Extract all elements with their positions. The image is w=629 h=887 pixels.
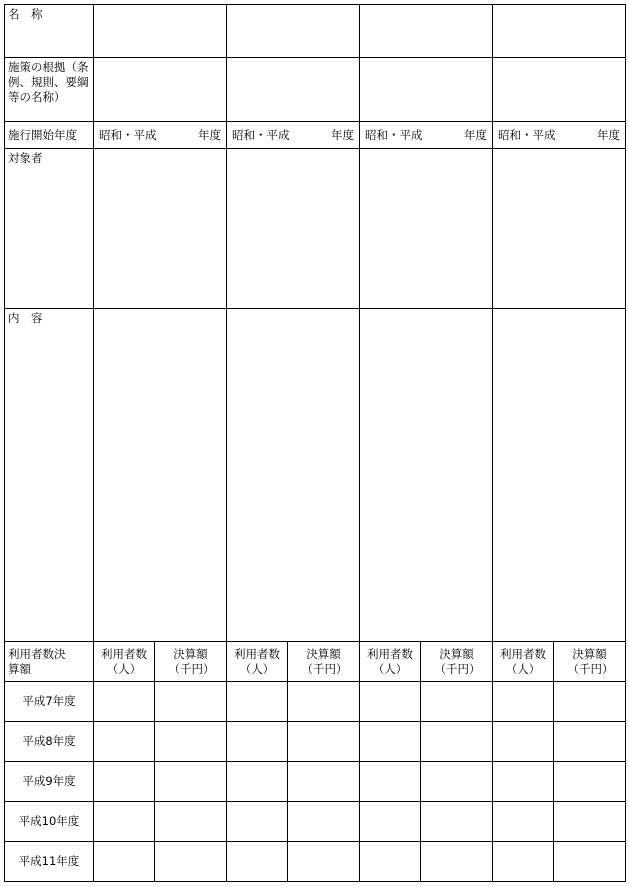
users-header-text: 利用者数（人） xyxy=(500,647,546,676)
amount-entry[interactable] xyxy=(288,722,360,762)
basis-entry-4[interactable] xyxy=(493,58,626,122)
content-row xyxy=(5,309,626,642)
amount-entry[interactable] xyxy=(155,802,227,842)
name-entry-4[interactable] xyxy=(493,5,626,58)
users-entry[interactable] xyxy=(493,682,554,722)
usage-header-row xyxy=(5,642,626,682)
amount-entry[interactable] xyxy=(155,842,227,882)
year-row xyxy=(5,842,626,882)
start-year-label: 施行開始年度 xyxy=(5,122,94,149)
basis-entry-2[interactable] xyxy=(227,58,360,122)
amount-entry[interactable] xyxy=(421,842,493,882)
year-label: 平成9年度 xyxy=(5,762,94,802)
users-header-text: 利用者数（人） xyxy=(234,647,280,676)
amount-entry[interactable] xyxy=(155,682,227,722)
name-entry-1[interactable] xyxy=(94,5,227,58)
start-year-entry-2[interactable] xyxy=(227,122,360,149)
start-year-entry-4[interactable] xyxy=(493,122,626,149)
users-header-1 xyxy=(94,642,155,682)
users-entry[interactable] xyxy=(493,842,554,882)
users-entry[interactable] xyxy=(360,842,421,882)
target-label: 対象者 xyxy=(5,149,94,309)
users-entry[interactable] xyxy=(227,722,288,762)
amount-entry[interactable] xyxy=(288,682,360,722)
users-entry[interactable] xyxy=(94,682,155,722)
name-entry-3[interactable] xyxy=(360,5,493,58)
amount-entry[interactable] xyxy=(554,762,626,802)
users-header-4 xyxy=(493,642,554,682)
content-label: 内 容 xyxy=(5,309,94,642)
users-entry[interactable] xyxy=(227,682,288,722)
start-year-entry-3[interactable] xyxy=(360,122,493,149)
content-entry-3[interactable] xyxy=(360,309,493,642)
amount-entry[interactable] xyxy=(554,682,626,722)
year-label: 平成10年度 xyxy=(5,802,94,842)
amount-entry[interactable] xyxy=(421,682,493,722)
start-year-row xyxy=(5,122,626,149)
amount-entry[interactable] xyxy=(421,802,493,842)
content-entry-2[interactable] xyxy=(227,309,360,642)
target-entry-1[interactable] xyxy=(94,149,227,309)
usage-label xyxy=(5,642,94,682)
amount-entry[interactable] xyxy=(554,842,626,882)
amount-header-text: 決算額（千円） xyxy=(168,647,215,676)
users-entry[interactable] xyxy=(360,722,421,762)
amount-entry[interactable] xyxy=(155,762,227,802)
era-prefix: 昭和・平成 xyxy=(498,127,556,142)
users-header-3 xyxy=(360,642,421,682)
users-entry[interactable] xyxy=(360,682,421,722)
amount-header-1 xyxy=(155,642,227,682)
name-label: 名 称 xyxy=(5,5,94,58)
content-entry-1[interactable] xyxy=(94,309,227,642)
era-suffix: 年度 xyxy=(198,127,221,142)
amount-header-4 xyxy=(554,642,626,682)
content-entry-4[interactable] xyxy=(493,309,626,642)
users-entry[interactable] xyxy=(94,842,155,882)
year-label: 平成8年度 xyxy=(5,722,94,762)
amount-entry[interactable] xyxy=(421,722,493,762)
year-row xyxy=(5,682,626,722)
users-entry[interactable] xyxy=(94,762,155,802)
year-label: 平成11年度 xyxy=(5,842,94,882)
users-entry[interactable] xyxy=(227,802,288,842)
name-entry-2[interactable] xyxy=(227,5,360,58)
policy-survey-form xyxy=(4,4,626,882)
era-suffix: 年度 xyxy=(331,127,354,142)
users-entry[interactable] xyxy=(360,762,421,802)
usage-label-text: 利用者数決算額 xyxy=(8,647,66,676)
year-label: 平成7年度 xyxy=(5,682,94,722)
basis-entry-1[interactable] xyxy=(94,58,227,122)
target-entry-2[interactable] xyxy=(227,149,360,309)
basis-entry-3[interactable] xyxy=(360,58,493,122)
basis-label: 施策の根拠（条例、規則、要綱等の名称） xyxy=(5,58,94,122)
year-row xyxy=(5,722,626,762)
amount-header-2 xyxy=(288,642,360,682)
basis-row xyxy=(5,58,626,122)
users-entry[interactable] xyxy=(493,802,554,842)
year-row xyxy=(5,762,626,802)
amount-entry[interactable] xyxy=(155,722,227,762)
name-row xyxy=(5,5,626,58)
target-row xyxy=(5,149,626,309)
amount-header-text: 決算額（千円） xyxy=(434,647,481,676)
era-prefix: 昭和・平成 xyxy=(232,127,290,142)
year-row xyxy=(5,802,626,842)
amount-header-3 xyxy=(421,642,493,682)
amount-entry[interactable] xyxy=(288,842,360,882)
era-prefix: 昭和・平成 xyxy=(365,127,423,142)
amount-header-text: 決算額（千円） xyxy=(567,647,614,676)
amount-entry[interactable] xyxy=(421,762,493,802)
users-entry[interactable] xyxy=(360,802,421,842)
users-entry[interactable] xyxy=(94,802,155,842)
users-entry[interactable] xyxy=(493,762,554,802)
users-entry[interactable] xyxy=(227,842,288,882)
users-entry[interactable] xyxy=(94,722,155,762)
era-suffix: 年度 xyxy=(464,127,487,142)
amount-entry[interactable] xyxy=(554,722,626,762)
amount-entry[interactable] xyxy=(288,762,360,802)
start-year-entry-1[interactable] xyxy=(94,122,227,149)
amount-entry[interactable] xyxy=(288,802,360,842)
amount-header-text: 決算額（千円） xyxy=(301,647,348,676)
target-entry-3[interactable] xyxy=(360,149,493,309)
era-suffix: 年度 xyxy=(597,127,620,142)
users-header-text: 利用者数（人） xyxy=(101,647,147,676)
users-entry[interactable] xyxy=(227,762,288,802)
users-header-text: 利用者数（人） xyxy=(367,647,413,676)
users-header-2 xyxy=(227,642,288,682)
users-entry[interactable] xyxy=(493,722,554,762)
amount-entry[interactable] xyxy=(554,802,626,842)
era-prefix: 昭和・平成 xyxy=(99,127,157,142)
target-entry-4[interactable] xyxy=(493,149,626,309)
